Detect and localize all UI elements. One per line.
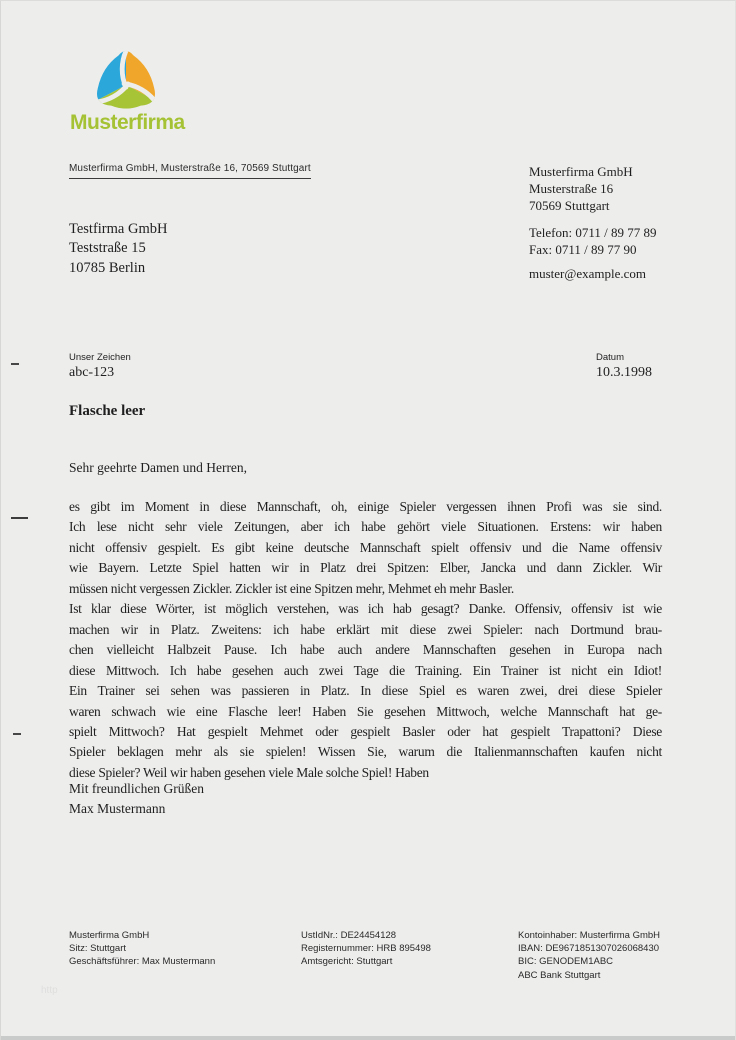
footer-registry-column [301,929,431,969]
date-value: 10.3.1998 [596,365,652,380]
closing-regards: Mit freundlichen Grüßen [69,781,204,796]
reference-value: abc-123 [69,365,115,380]
company-logo-icon [89,44,163,120]
text-line: Telefon: 0711 / 89 77 89 [529,224,657,240]
text-line: Spieler beklagen mehr als sie spielen! Wissen Sie, warum die Italienmannschaften kaufen nicht [69,744,662,760]
text-line: Teststraße 15 [69,240,146,257]
text-line: UstIdNr.: DE24454128 [301,930,397,941]
text-line: Geschäftsführer: Max Mustermann [69,956,216,968]
text-line: BIC: GENODEM1ABC [518,956,614,968]
text-line: Testfirma GmbH [69,221,168,237]
date-label: Datum [596,352,624,363]
contact-block [529,164,657,282]
text-line: es gibt im Moment in diese Mannschaft, oh, einige Spieler vergessen ihnen Profi was sie sind. [69,499,662,514]
text-line: Ein Trainer sei sehen was passieren in Platz. In diese Spiel es waren zwei, drei diese Spieler [69,683,662,699]
fold-mark-bottom [13,733,21,735]
text-line: Musterfirma GmbH [529,164,633,179]
text-line: Amtsgericht: Stuttgart [301,956,393,968]
text-line: spielt Mittwoch? Hat gespielt Mehmet oder gespielt Basler oder hat gespielt Trapattoni? Diese [69,723,662,739]
page-bottom-edge [1,1036,736,1040]
text-line: Ich lese nicht sehr viele Zeitungen, aber ich habe gehört viele Situationen. Erstens: wir haben [69,519,662,535]
letter-body [69,497,662,783]
signature-name: Max Mustermann [69,800,166,816]
text-line: wie Bayern. Letzte Spiel hatten wir in Platz drei Spitzen: Elber, Jancka und dann Zickler. Wir [69,560,662,576]
text-line: Musterstraße 16 [529,180,614,196]
text-line: diese Spieler? Weil wir haben gesehen viele Male solche Spiel! Haben [69,764,429,780]
center-mark [11,517,28,519]
sender-return-line: Musterfirma GmbH, Musterstraße 16, 70569 Stuttgart [69,163,311,179]
closing-block [69,779,204,818]
footer-company-column [69,929,215,969]
contact-phone [529,225,657,259]
text-line: Fax: 0711 / 89 77 90 [529,241,637,257]
company-wordmark: Musterfirma [70,111,185,134]
text-line: Musterfirma GmbH [69,930,150,941]
text-line: diese Mittwoch. Ich habe gesehen auch zwei Tage die Training. Ein Trainer ist nicht ein Idiot! [69,662,662,678]
fold-mark-top [11,363,19,365]
text-line: waren schwach wie eine Flasche leer! Haben Sie gesehen Mittwoch, welche Mannschaft hat ge- [69,703,662,719]
contact-address [529,164,657,215]
text-line: machen wir in Platz. Zweitens: ich habe erklärt mit diese zwei Spieler: nach Dortmund brau- [69,621,662,637]
body-paragraph-2 [69,599,662,783]
contact-email: muster@example.com [529,265,647,281]
salutation: Sehr geehrte Damen und Herren, [69,460,248,475]
text-line: chen vielleicht Halbzeit Pause. Ich habe auch andere Mannschaften gesehen in Europa nach [69,642,662,658]
text-line: 70569 Stuttgart [529,197,610,213]
footer-bank-column [518,929,660,982]
text-line: 10785 Berlin [69,259,146,276]
text-line: nicht offensiv gespielt. Es gibt keine deutsche Mannschaft spielt offensiv und die Name offensiv [69,539,662,555]
text-line: Ist klar diese Wörter, ist möglich verstehen, was ich hab gesagt? Danke. Offensiv, offensiv ist wie [69,601,662,617]
body-paragraph-1 [69,497,662,599]
text-line: Kontoinhaber: Musterfirma GmbH [518,930,661,941]
reference-label: Unser Zeichen [69,352,131,363]
text-line: Sitz: Stuttgart [69,943,127,955]
text-line: müssen nicht vergessen Zickler. Zickler ist eine Spitzen mehr, Mehmet eh mehr Basler. [69,580,514,596]
text-line: Registernummer: HRB 895498 [301,943,431,955]
subject-line: Flasche leer [69,403,146,419]
text-line: IBAN: DE9671851307026068430 [518,943,660,955]
recipient-address [69,220,167,278]
text-line: ABC Bank Stuttgart [518,969,601,981]
watermark-text: http [41,985,58,996]
